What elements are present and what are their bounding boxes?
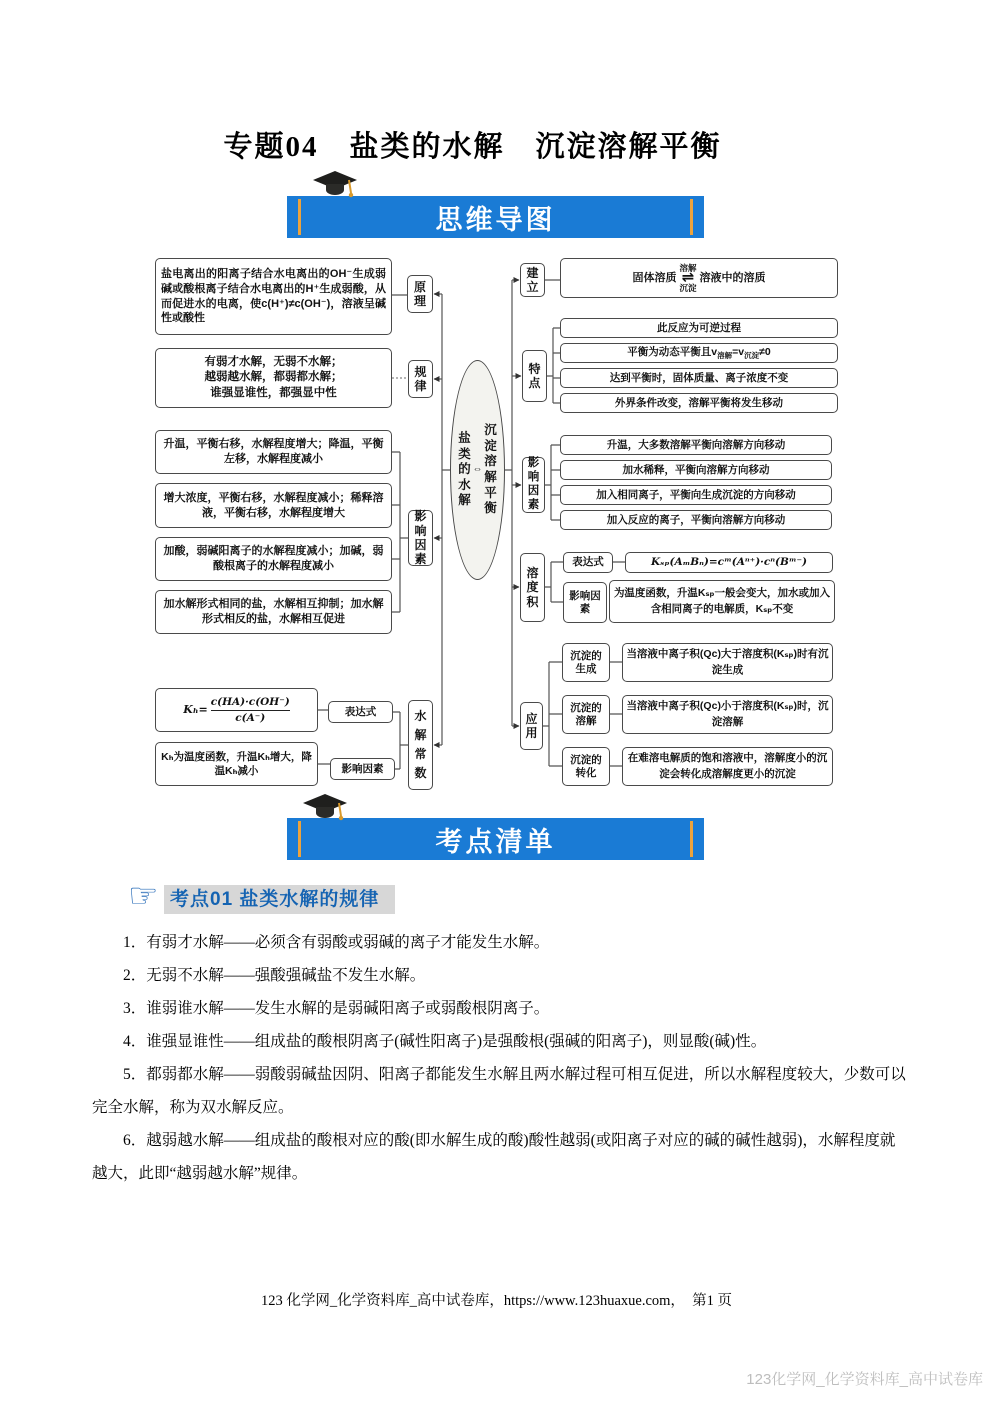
mindmap-banner-title: 思维导图 [435, 204, 556, 235]
mindmap-diagram [148, 252, 848, 797]
principle-node: 原理 [407, 275, 433, 313]
kh-formula-box [155, 688, 318, 732]
ksp-factors-box: 为温度函数，升温Kₛₚ一般会变大，加水或加入含相同离子的电解质，Kₛₚ不变 [609, 580, 835, 623]
graduation-cap-icon [302, 793, 348, 830]
kh-fraction: $\frac{c(HA)\cdot c(OH^-)}{c(A^-)}$ [210, 696, 290, 724]
precip-factor-common-ion-box: 加入相同离子，平衡向生成沉淀的方向移动 [560, 485, 832, 505]
kh-factors-label: 影响因素 [330, 758, 395, 780]
precipitation-factors-node: 影响因素 [522, 457, 545, 513]
reversible-arrow-icon: ⇌ [681, 269, 695, 287]
keypoint-item-1: 1．有弱才水解——必须含有弱酸或弱碱的离子才能发生水解。 [123, 934, 550, 951]
hydrolysis-rule-box: 有弱才水解，无弱不水解； 越弱越水解，都弱都水解； 谁强显谁性，都强显中性 [155, 348, 392, 408]
precip-factor-reacting-ion-box: 加入反应的离子，平衡向溶解方向移动 [560, 510, 832, 530]
keypoint-item-6: 6．越弱越水解——组成盐的酸根对应的酸(即水解生成的酸)酸性越弱(或阳离子对应的碱的碱性越弱)，水解程度就越大，此即“越弱越水解”规律。 [92, 1132, 896, 1182]
feature-reversible-box: 此反应为可逆过程 [560, 318, 838, 338]
hydrolysis-factor-salt-box: 加水解形式相同的盐，水解相互抑制；加水解形式相反的盐，水解相互促进 [155, 590, 392, 634]
hydrolysis-factors-node: 影响因素 [408, 510, 433, 566]
equilibrium-arrows: 溶解 ⇌ 沉淀 [679, 262, 697, 293]
keypoint-01-header: 考点01 盐类水解的规律 [164, 885, 395, 914]
feature-shift-box: 外界条件改变，溶解平衡将发生移动 [560, 393, 838, 413]
page-footer: 123 化学网_化学资料库_高中试卷库，https://www.123huaxue.com， 第1 页 [260, 1293, 733, 1309]
hydrolysis-factor-concentration-box: 增大浓度，平衡右移，水解程度减小；稀释溶液，平衡右移，水解程度增大 [155, 483, 392, 528]
precipitation-formation-label: 沉淀的生成 [562, 643, 610, 682]
establish-node: 建立 [520, 263, 545, 297]
watermark: 123化学网_化学资料库_高中试卷库 [746, 1371, 983, 1388]
feature-constant-box: 达到平衡时，固体质量、离子浓度不变 [560, 368, 838, 388]
hydrolysis-factor-temperature-box: 升温，平衡右移，水解程度增大；降温，平衡左移，水解程度减小 [155, 430, 392, 474]
pointing-hand-icon: ☞ [128, 876, 159, 916]
ksp-node: 溶度积 [520, 553, 545, 622]
application-node: 应用 [520, 702, 543, 750]
kh-expression-label: 表达式 [328, 701, 393, 723]
checklist-banner-title: 考点清单 [435, 826, 556, 857]
keypoint-item-5: 5．都弱都水解——弱酸弱碱盐因阴、阳离子都能发生水解且两水解过程可相互促进，所以水解程度较大，少数可以完全水解，称为双水解反应。 [92, 1066, 906, 1116]
center-topic-ellipse [450, 360, 505, 580]
keypoint-list [92, 926, 906, 1190]
precip-factor-temperature-box: 升温，大多数溶解平衡向溶解方向移动 [560, 435, 832, 455]
topic-precipitation-equilibrium: 沉淀溶解平衡 [484, 423, 497, 516]
hydrolysis-principle-box: 盐电离出的阳离子结合水电离出的OH⁻生成弱碱或酸根离子结合水电离出的H⁺生成弱酸，从而促进水的电离，使c(H⁺)≠c(OH⁻)，溶液呈碱性或酸性 [155, 258, 392, 335]
page-title: 专题04 盐类的水解 沉淀溶解平衡 [223, 131, 722, 163]
ksp-expression-box: Kₛₚ(AₘBₙ)=cᵐ(Aⁿ⁺)·cⁿ(Bᵐ⁻) [625, 552, 833, 573]
kh-symbol: Kₕ= [183, 702, 208, 716]
hydrolysis-factor-acid-base-box: 加酸，弱碱阳离子的水解程度减小；加碱，弱酸根离子的水解程度减小 [155, 537, 392, 581]
features-node: 特点 [522, 350, 547, 402]
precipitation-dissolution-label: 沉淀的溶解 [562, 695, 610, 734]
keypoint-item-4: 4．谁强显谁性——组成盐的酸根阴离子(碱性阳离子)是强酸根(强碱的阳离子)，则显酸(碱)性。 [123, 1033, 767, 1050]
precipitation-conversion-box: 在难溶电解质的饱和溶液中，溶解度小的沉淀会转化成溶解度更小的沉淀 [622, 747, 833, 786]
keypoint-item-3: 3．谁弱谁水解——发生水解的是弱碱阳离子或弱酸根阴离子。 [123, 1000, 550, 1017]
hydrolysis-constant-node: 水解常数 [408, 700, 433, 790]
graduation-cap-icon [312, 170, 358, 207]
ksp-expression-label: 表达式 [563, 552, 613, 573]
dissolution-equilibrium-box: 固体溶质 溶解 ⇌ 沉淀 溶液中的溶质 [560, 258, 838, 298]
keypoint-item-2: 2．无弱不水解——强酸强碱盐不发生水解。 [123, 967, 426, 984]
double-arrow-icon: ⇔ [472, 464, 483, 476]
precipitation-formation-box: 当溶液中离子积(Qc)大于溶度积(Kₛₚ)时有沉淀生成 [622, 643, 833, 682]
topic-salt-hydrolysis: 盐类的水解 [458, 430, 471, 508]
ksp-factors-label: 影响因素 [563, 582, 607, 623]
feature-dynamic-box: 平衡为动态平衡且$v_{溶解}=v_{沉淀}\ne 0$ [560, 343, 838, 363]
kh-temperature-box: Kₕ为温度函数，升温Kₕ增大，降温Kₕ减小 [155, 742, 318, 786]
checklist-banner [287, 818, 704, 860]
precipitation-dissolution-box: 当溶液中离子积(Qc)小于溶度积(Kₛₚ)时，沉淀溶解 [622, 695, 833, 734]
precip-factor-dilution-box: 加水稀释，平衡向溶解方向移动 [560, 460, 832, 480]
precipitation-conversion-label: 沉淀的转化 [562, 747, 610, 786]
rule-node: 规律 [408, 360, 433, 398]
